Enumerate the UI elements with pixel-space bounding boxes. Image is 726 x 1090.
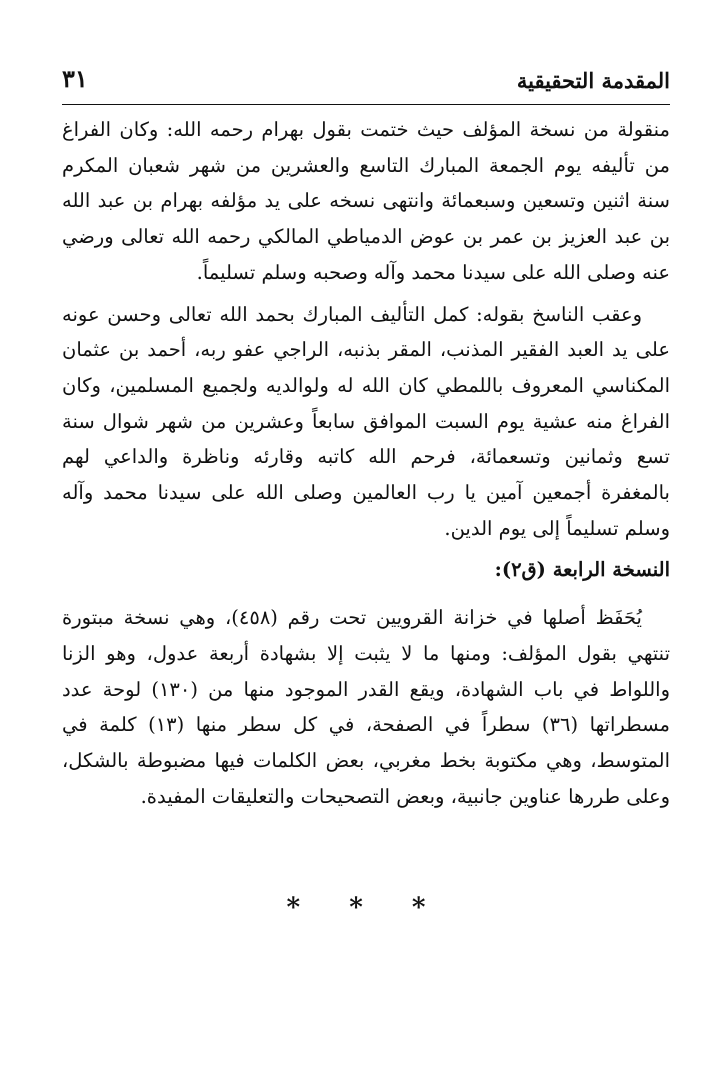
paragraph-colophon-author: منقولة من نسخة المؤلف حيث ختمت بقول بهرام رحمه الله: وكان الفراغ من تأليفه يوم الجمعة المبارك التاسع والعشرين من شهر شعبان المكرم سنة اثنين وتسعين وسبعمائة وانتهى نسخه على يد مؤلفه بهرام بن عبد الله بن عبد العزيز بن عمر بن عوض الدمياطي المالكي رحمه الله تعالى ورضي عنه وصلى الله على سيدنا محمد وآله وصحبه وسلم تسليماً. [62, 118, 670, 284]
section-separator [0, 893, 726, 923]
separator-star: * [349, 893, 377, 923]
page-body [62, 112, 670, 814]
separator-star: * [286, 893, 315, 923]
header-rule [62, 104, 670, 105]
separator-star: * [411, 893, 440, 923]
running-title: المقدمة التحقيقية [516, 68, 670, 93]
page-number: ٣١ [62, 64, 88, 93]
paragraph-colophon-copyist: وعقب الناسخ بقوله: كمل التأليف المبارك بحمد الله تعالى وحسن عونه على يد العبد الفقير المذنب، المقر بذنبه، الراجي عفو ربه، أحمد بن عثمان المكناسي المعروف باللمطي كان الله له ولوالديه ولجميع المسلمين، وكان الفراغ منه عشية يوم السبت الموافق سابعاً وعشرين من شهر شوال سنة تسع وثمانين وتسعمائة، فرحم الله كاتبه وقارئه وناظرة والداعي لهم بالمغفرة أجمعين آمين يا رب العالمين وصلى الله على سيدنا محمد وآله وسلم تسليماً إلى يوم الدين. [62, 302, 670, 540]
paragraph-manuscript-description: يُحَفَظ أصلها في خزانة القرويين تحت رقم (٤٥٨)، وهي نسخة مبتورة تنتهي بقول المؤلف: ومنها ما لا يثبت إلا بشهادة أربعة عدول، وهو الزنا واللواط في باب الشهادة، ويقع القدر الموجود منها من (١٣٠) لوحة عدد مسطراتها (٣٦) سطراً في الصفحة، في كل سطر منها (١٣) كلمة في المتوسط، وهي مكتوبة بخط مغربي، بعض الكلمات فيها مضبوطة بالشكل، وعلى طررها عناوين جانبية، وبعض التصحيحات والتعليقات المفيدة. [62, 606, 671, 808]
page-header [62, 62, 670, 102]
section-heading: النسخة الرابعة (ق٢): [494, 558, 670, 582]
